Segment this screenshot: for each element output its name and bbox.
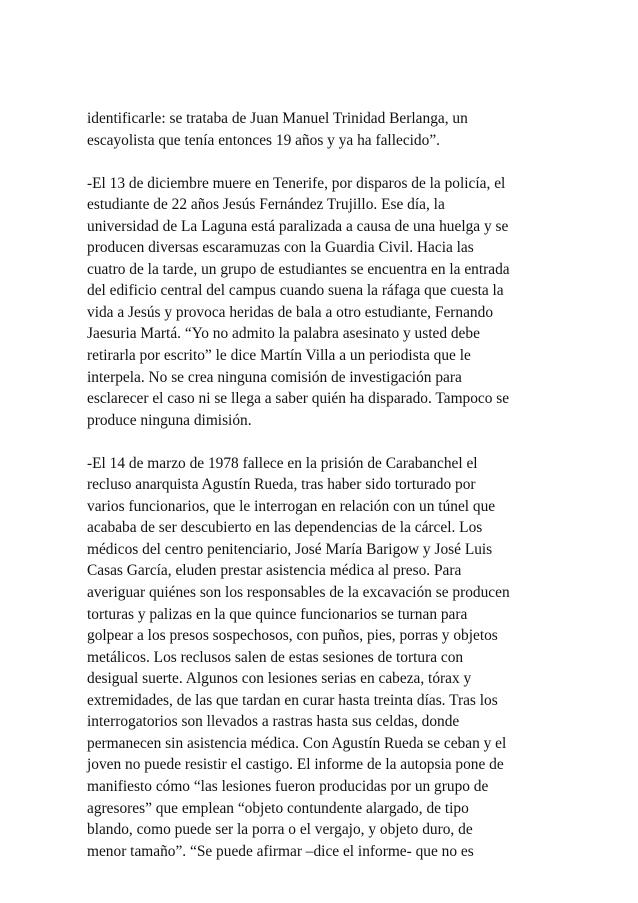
text-line: médicos del centro penitenciario, José María Barigow y José Luis	[87, 540, 493, 558]
text-line: retirarla por escrito” le dice Martín Villa a un periodista que le	[87, 347, 471, 365]
text-line: acababa de ser descubierto en las dependencias de la cárcel. Los	[87, 519, 483, 537]
text-line: manifiesto cómo “las lesiones fueron producidas por un grupo de	[87, 777, 489, 795]
text-line: joven no puede resistir el castigo. El informe de la autopsia pone de	[87, 756, 504, 774]
text-line: golpear a los presos sospechosos, con puños, pies, porras y objetos	[87, 627, 498, 645]
text-line: producen diversas escaramuzas con la Guardia Civil. Hacia las	[87, 239, 474, 257]
text-line: blando, como puede ser la porra o el vergajo, y objeto duro, de	[87, 821, 473, 839]
text-line: recluso anarquista Agustín Rueda, tras haber sido torturado por	[87, 476, 476, 494]
text-line: del edificio central del campus cuando suena la ráfaga que cuesta la	[87, 282, 504, 300]
text-line: -El 13 de diciembre muere en Tenerife, por disparos de la policía, el	[87, 174, 506, 192]
text-line: desigual suerte. Algunos con lesiones serias en cabeza, tórax y	[87, 670, 472, 688]
text-line: universidad de La Laguna está paralizada a causa de una huelga y se	[87, 217, 509, 235]
text-line: averiguar quiénes son los responsables de la excavación se producen	[87, 584, 510, 602]
text-line: Jaesuria Martá. “Yo no admito la palabra asesinato y usted debe	[87, 325, 480, 343]
text-line: extremidades, de las que tardan en curar hasta treinta días. Tras los	[87, 691, 498, 709]
paragraph	[87, 453, 557, 862]
text-line: produce ninguna dimisión.	[87, 411, 252, 429]
text-line: cuatro de la tarde, un grupo de estudiantes se encuentra en la entrada	[87, 260, 510, 278]
text-line: permanecen sin asistencia médica. Con Agustín Rueda se ceban y el	[87, 734, 507, 752]
text-line: agresores” que emplean “objeto contundente alargado, de tipo	[87, 799, 469, 817]
paragraph-gap	[87, 431, 557, 453]
paragraph	[87, 108, 557, 151]
text-line: varios funcionarios, que le interrogan en relación con un túnel que	[87, 497, 496, 515]
text-line: interrogatorios son llevados a rastras hasta sus celdas, donde	[87, 713, 460, 731]
text-line: Casas García, eluden prestar asistencia médica al preso. Para	[87, 562, 462, 580]
text-line: -El 14 de marzo de 1978 fallece en la prisión de Carabanchel el	[87, 454, 478, 472]
paragraph	[87, 173, 557, 432]
text-line: vida a Jesús y provoca heridas de bala a otro estudiante, Fernando	[87, 303, 494, 321]
text-line: esclarecer el caso ni se llega a saber quién ha disparado. Tampoco se	[87, 390, 510, 408]
text-line: interpela. No se crea ninguna comisión de investigación para	[87, 368, 462, 386]
text-line: escayolista que tenía entonces 19 años y ya ha fallecido”.	[87, 131, 440, 149]
paragraph-gap	[87, 151, 557, 173]
text-line: estudiante de 22 años Jesús Fernández Trujillo. Ese día, la	[87, 196, 445, 214]
text-line: menor tamaño”. “Se puede afirmar –dice el informe- que no es	[87, 842, 474, 860]
text-line: identificarle: se trataba de Juan Manuel Trinidad Berlanga, un	[87, 110, 468, 127]
document-body	[87, 108, 557, 862]
text-line: torturas y palizas en la que quince funcionarios se turnan para	[87, 605, 468, 623]
text-line: metálicos. Los reclusos salen de estas sesiones de tortura con	[87, 648, 464, 666]
